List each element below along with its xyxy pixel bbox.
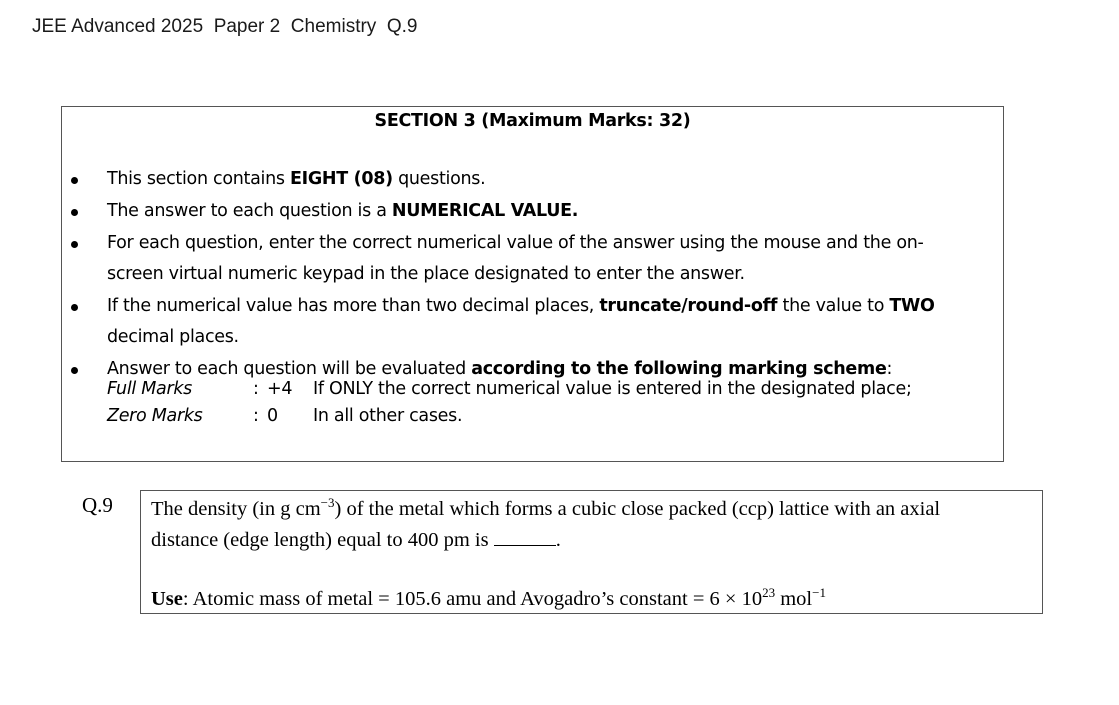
bullet-dot-icon [71,209,78,216]
instruction-text: the value to [777,296,890,316]
question-line [151,525,1032,556]
instructions-box [61,106,1004,462]
bullet-dot-icon [71,177,78,184]
question-text: . [555,529,561,551]
instruction-emphasis: EIGHT (08) [289,169,393,189]
instruction-text: screen virtual numeric keypad in the place designated to enter the answer. [107,264,745,284]
use-label: Use [151,588,183,610]
marking-row [107,403,912,430]
answer-blank [494,529,556,546]
instruction-text: questions. [392,169,486,189]
instruction-list [62,164,1003,386]
marks-description: If ONLY the correct numerical value is entered in the designated place; [313,379,912,399]
instruction-text: For each question, enter the correct numerical value of the answer using the mouse and the on- [107,233,924,253]
instruction-item [62,164,1003,195]
marks-label: Zero Marks [107,406,203,426]
question-text: ) of the metal which forms a cubic close packed (ccp) lattice with an axial [334,498,941,520]
section-title: SECTION 3 (Maximum Marks: 32) [374,111,691,131]
question-text: The density (in g cm [151,498,321,520]
marks-label: Full Marks [107,379,193,399]
question-text: mol [775,588,813,610]
instruction-item [62,196,1003,227]
instruction-item [62,291,1003,353]
superscript: 23 [762,585,776,600]
marking-row [107,376,912,403]
marks-description: In all other cases. [313,406,463,426]
question-box [140,490,1043,614]
instruction-text: Answer to each question will be evaluated [107,359,472,379]
page-title: JEE Advanced 2025 Paper 2 Chemistry Q.9 [32,16,418,37]
question-line [151,494,1032,525]
question-text: : Atomic mass of metal = 105.6 amu and Avogadro’s constant = 6 × 10 [182,588,763,610]
instruction-text: : [886,359,893,379]
bullet-dot-icon [71,304,78,311]
marks-value: +4 [267,379,293,399]
marks-colon: : [253,379,259,399]
bullet-dot-icon [71,241,78,248]
marks-colon: : [253,406,259,426]
instruction-text: The answer to each question is a [107,201,392,221]
instruction-text: If the numerical value has more than two decimal places, [107,296,600,316]
marks-value: 0 [267,406,278,426]
question-number: Q.9 [82,493,113,517]
marking-scheme [107,376,912,430]
instruction-emphasis: NUMERICAL VALUE. [391,201,579,221]
instruction-emphasis: truncate/round-off [599,296,778,316]
superscript: −3 [320,495,335,510]
superscript: −1 [812,585,826,600]
question-use-line [151,584,1032,615]
instruction-item [62,228,1003,290]
instruction-emphasis: according to the following marking scheme [471,359,887,379]
bullet-dot-icon [71,367,78,374]
instruction-emphasis: TWO [889,296,935,316]
question-text: distance (edge length) equal to 400 pm is [151,529,494,551]
instruction-text: decimal places. [107,327,239,347]
instruction-text: This section contains [107,169,290,189]
